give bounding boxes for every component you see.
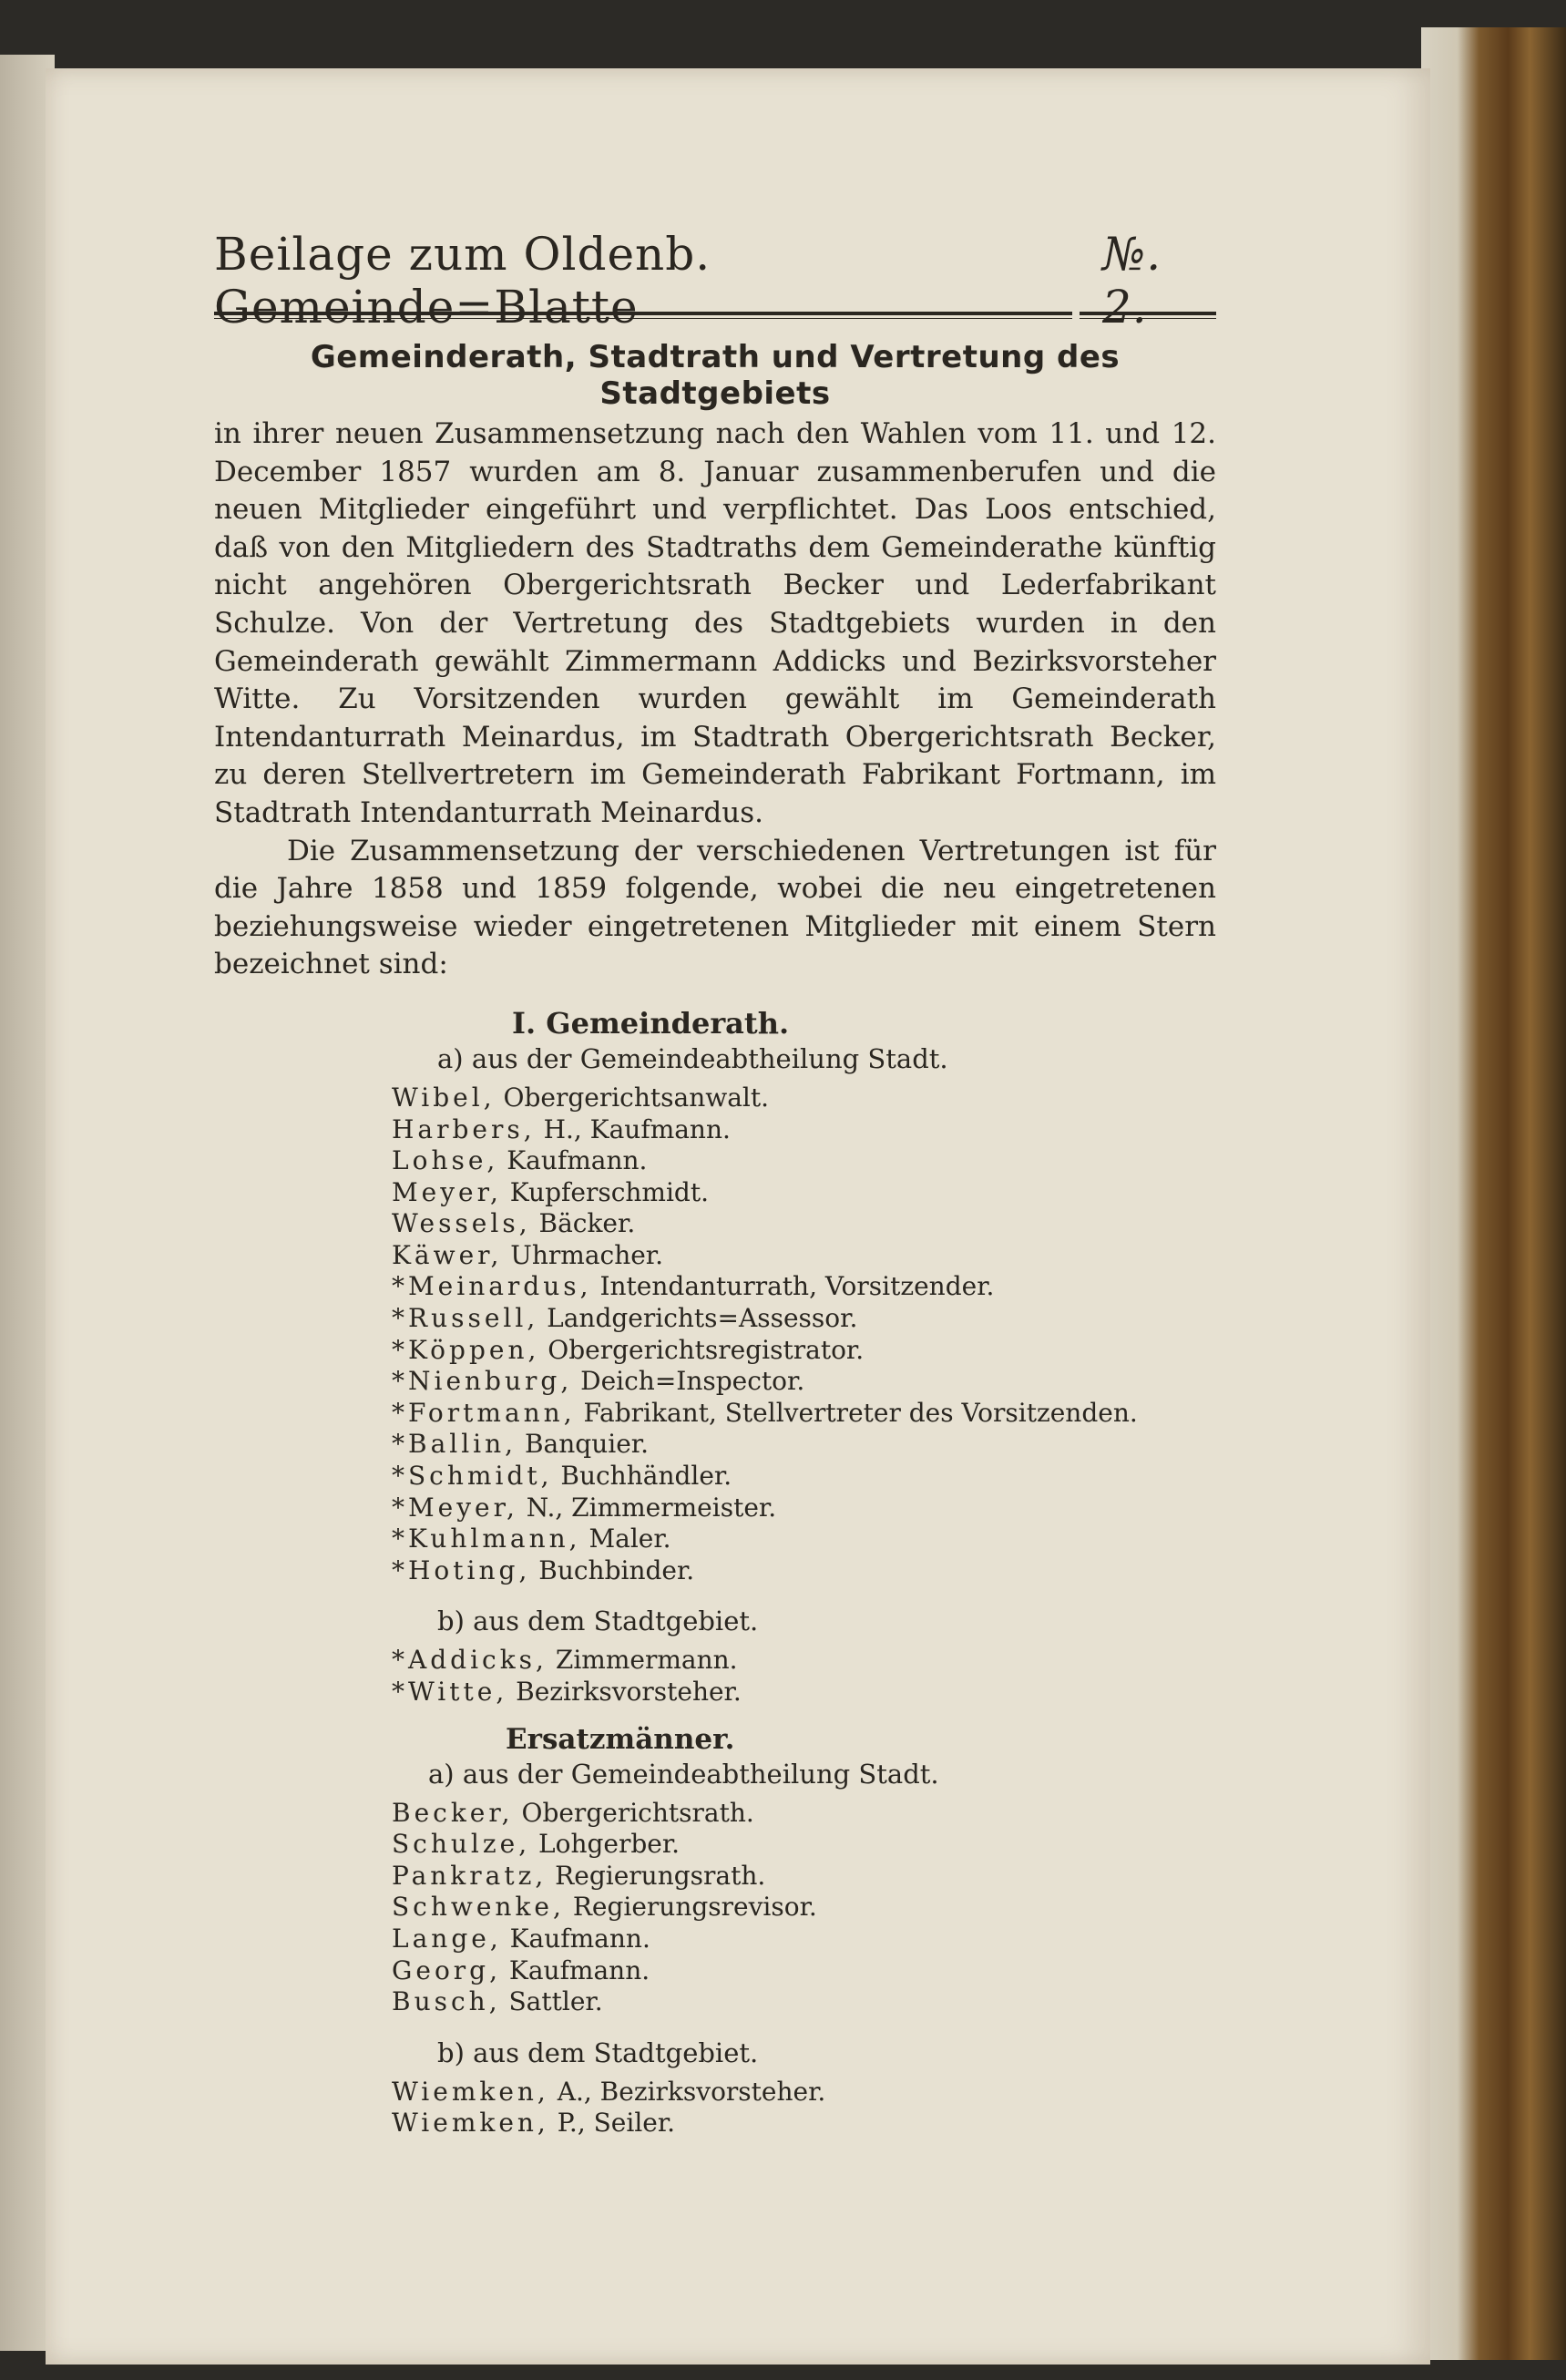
section-title-gemeinderath: I. Gemeinderath. <box>512 1005 790 1041</box>
list-item: *Ballin, Banquier. <box>392 1429 649 1460</box>
page-content <box>214 228 1216 2139</box>
list-item: Lohse, Kaufmann. <box>392 1145 648 1176</box>
rule-short <box>1080 312 1216 319</box>
ersatz-subsection-b-heading: b) aus dem Stadtgebiet. <box>437 2036 759 2068</box>
issue-number: №. 2. <box>1101 228 1162 333</box>
list-item: Wibel, Obergerichtsanwalt. <box>392 1082 769 1113</box>
book-spine <box>1421 27 1566 2360</box>
subsection-a-heading: a) aus der Gemeindeabtheilung Stadt. <box>437 1042 948 1074</box>
list-item: Busch, Sattler. <box>392 1986 603 2017</box>
article-headline: Gemeinderath, Stadtrath und Vertretung des Stadtgebiets <box>310 339 1121 412</box>
list-item: Becker, Obergerichtsrath. <box>392 1797 754 1828</box>
list-item: Schwenke, Regierungsrevisor. <box>392 1892 817 1923</box>
members-list-a <box>214 1082 1216 1587</box>
list-item: *Meyer, N., Zimmermeister. <box>392 1492 777 1523</box>
rule-long <box>214 312 1072 319</box>
list-item: Georg, Kaufmann. <box>392 1954 650 1985</box>
ersatz-list-a <box>214 1798 1216 2018</box>
list-item: *Köppen, Obergerichtsregistrator. <box>392 1334 865 1365</box>
list-item: *Witte, Bezirksvorsteher. <box>392 1677 742 1707</box>
ersatz-subsection-a-heading: a) aus der Gemeindeabtheilung Stadt. <box>428 1758 939 1790</box>
members-list-b <box>214 1645 1216 1708</box>
list-item: *Kuhlmann, Maler. <box>392 1523 671 1554</box>
list-item: *Nienburg, Deich=Inspector. <box>392 1366 805 1397</box>
list-item: *Russell, Landgerichts=Assessor. <box>392 1303 858 1334</box>
list-item: Pankratz, Regierungsrath. <box>392 1860 766 1891</box>
section-title-ersatzmaenner: Ersatzmänner. <box>506 1722 735 1756</box>
list-item: Wiemken, A., Bezirksvorsteher. <box>392 2076 826 2107</box>
list-item: Harbers, H., Kaufmann. <box>392 1113 731 1144</box>
list-item: *Schmidt, Buchhändler. <box>392 1461 732 1492</box>
list-item: Wessels, Bäcker. <box>392 1208 636 1239</box>
document-page <box>46 68 1430 2365</box>
header-title: Beilage zum Oldenb. Gemeinde=Blatte <box>214 228 711 333</box>
list-item: Wiemken, P., Seiler. <box>392 2108 676 2139</box>
list-item: *Hoting, Buchbinder. <box>392 1554 695 1585</box>
paragraph-1: in ihrer neuen Zusammensetzung nach den Wahlen vom 11. und 12. December 1857 wurden am 8. Januar zusammenberufen und die neuen Mitglieder eingeführt und verpflichtet. Das Loos entschied, daß von den Mitgliedern des Stadtraths dem Gemeinderathe künftig nicht angehören Obergerichtsrath Becker und Lederfabrikant Schulze. Von der Vertretung des Stadtgebiets wurden in den Gemeinderath gewählt Zimmermann Addicks und Bezirksvorsteher Witte. Zu Vorsitzenden wurden gewählt im Gemeinderath Intendanturrath Meinardus, im Stadtrath Obergerichtsrath Becker, zu deren Stellvertretern im Gemeinderath Fabrikant Fortmann, im Stadtrath Intendanturrath Meinardus. <box>214 417 1216 829</box>
list-item: Schulze, Lohgerber. <box>392 1829 681 1860</box>
list-item: *Addicks, Zimmermann. <box>392 1645 738 1676</box>
subsection-b-heading: b) aus dem Stadtgebiet. <box>437 1605 759 1637</box>
list-item: *Meinardus, Intendanturrath, Vorsitzender. <box>392 1271 995 1302</box>
list-item: Käwer, Uhrmacher. <box>392 1239 664 1270</box>
list-item: *Fortmann, Fabrikant, Stellvertreter des Vorsitzenden. <box>392 1397 1138 1428</box>
list-item: Lange, Kaufmann. <box>392 1923 650 1954</box>
paragraph-2: Die Zusammensetzung der verschiedenen Vertretungen ist für die Jahre 1858 und 1859 folgende, wobei die neu eingetretenen beziehungsweise wieder eingetretenen Mitglieder mit einem Stern bezeichnet sind: <box>214 834 1216 981</box>
header-rule <box>214 312 1216 319</box>
page-header <box>214 228 1216 333</box>
list-item: Meyer, Kupferschmidt. <box>392 1176 709 1207</box>
ersatz-list-b <box>214 2077 1216 2139</box>
